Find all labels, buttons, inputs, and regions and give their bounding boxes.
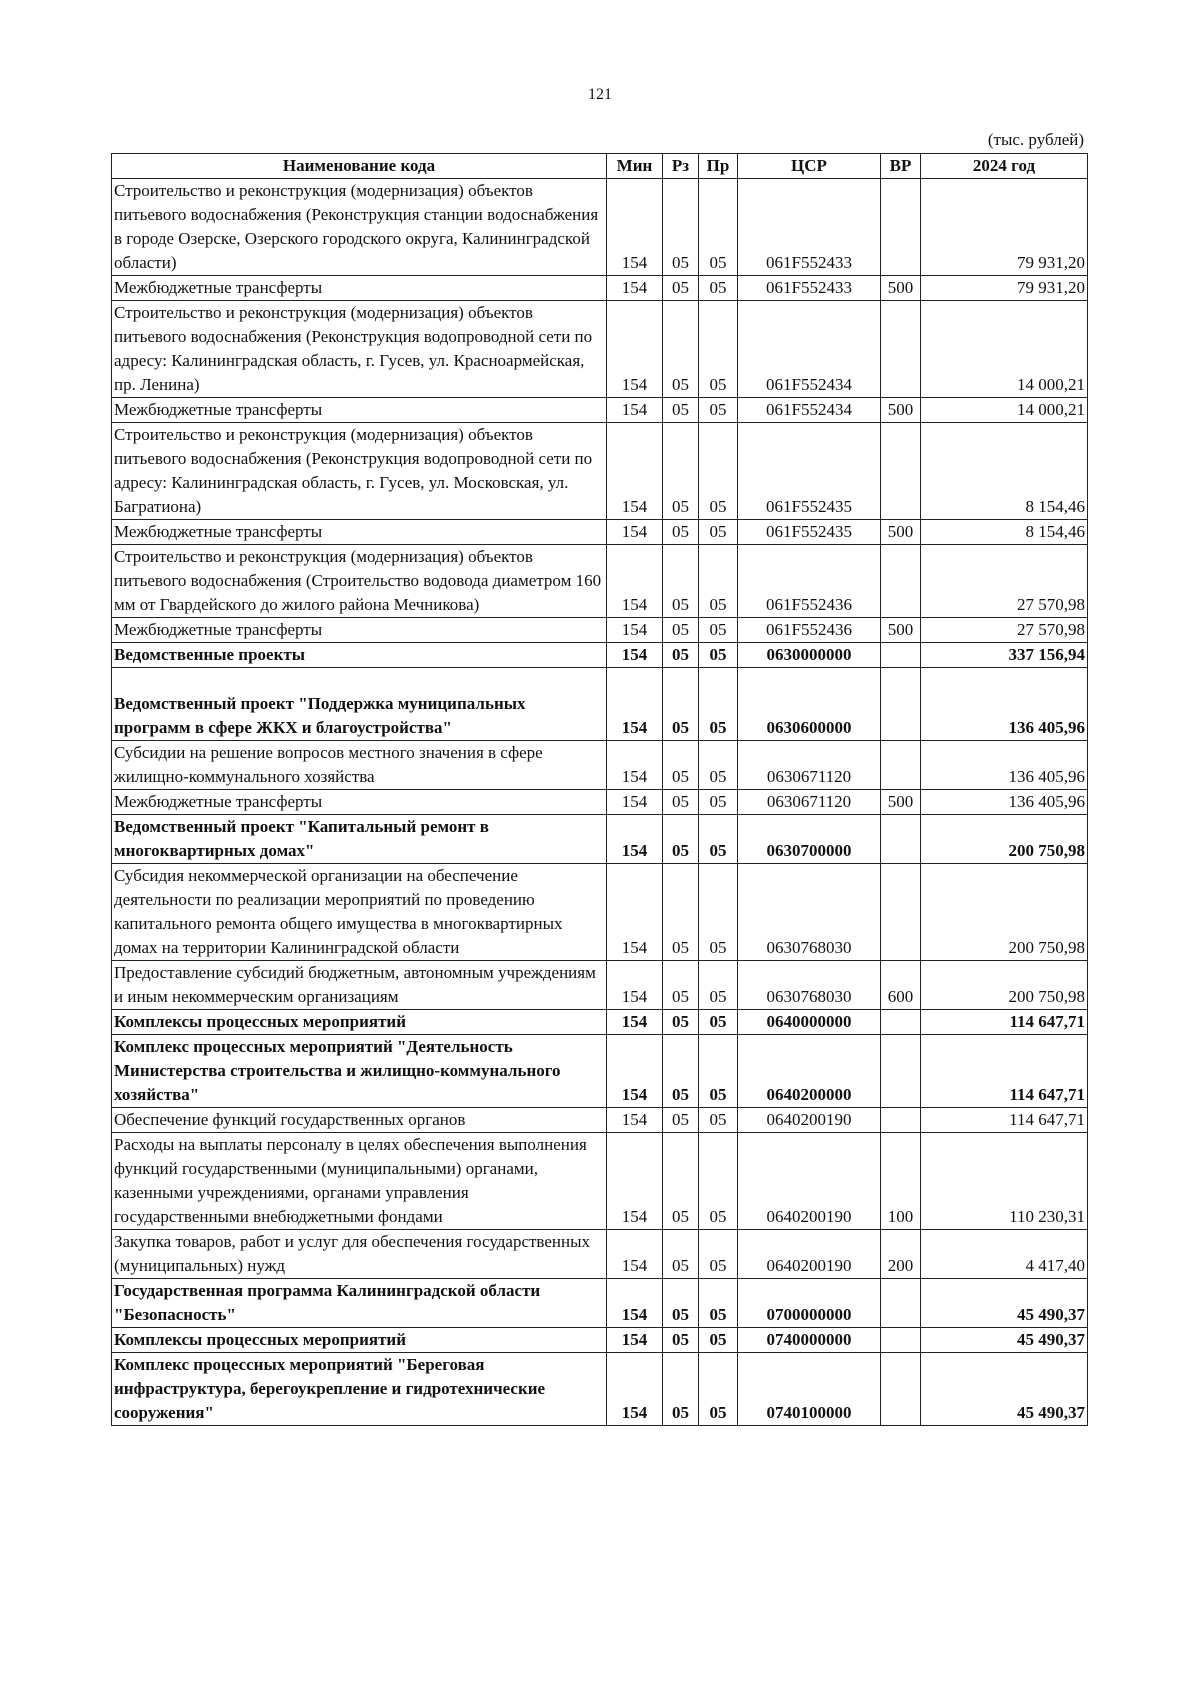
cell-vr [881, 545, 921, 618]
cell-vr: 500 [881, 398, 921, 423]
cell-pr: 05 [699, 961, 738, 1010]
cell-sum: 14 000,21 [921, 301, 1088, 398]
cell-name: Межбюджетные трансферты [112, 618, 607, 643]
cell-name: Субсидия некоммерческой организации на обеспечение деятельности по реализации мероприятий по проведению капитального ремонта общего имущества в многоквартирных домах на территории Калининградской области [112, 864, 607, 961]
cell-csr: 0630671120 [738, 741, 881, 790]
cell-min: 154 [607, 179, 663, 276]
header-sum: 2024 год [921, 154, 1088, 179]
table-row [112, 179, 1088, 276]
cell-vr: 600 [881, 961, 921, 1010]
cell-vr [881, 1010, 921, 1035]
cell-sum: 337 156,94 [921, 643, 1088, 668]
cell-name: Предоставление субсидий бюджетным, автономным учреждениям и иным некоммерческим организациям [112, 961, 607, 1010]
cell-sum: 114 647,71 [921, 1108, 1088, 1133]
cell-vr [881, 1035, 921, 1108]
cell-sum: 27 570,98 [921, 545, 1088, 618]
table-row [112, 276, 1088, 301]
cell-csr: 0630700000 [738, 815, 881, 864]
cell-rz: 05 [663, 276, 699, 301]
cell-rz: 05 [663, 961, 699, 1010]
cell-csr: 061F552434 [738, 301, 881, 398]
cell-sum: 4 417,40 [921, 1230, 1088, 1279]
cell-vr [881, 1328, 921, 1353]
cell-sum: 8 154,46 [921, 423, 1088, 520]
header-csr: ЦСР [738, 154, 881, 179]
cell-name: Комплексы процессных мероприятий [112, 1010, 607, 1035]
cell-min: 154 [607, 1328, 663, 1353]
cell-sum: 27 570,98 [921, 618, 1088, 643]
cell-pr: 05 [699, 1279, 738, 1328]
table-row [112, 423, 1088, 520]
table-row [112, 1035, 1088, 1108]
cell-csr: 0640200190 [738, 1230, 881, 1279]
table-row [112, 520, 1088, 545]
cell-min: 154 [607, 1279, 663, 1328]
cell-min: 154 [607, 1010, 663, 1035]
table-row [112, 815, 1088, 864]
cell-csr: 0700000000 [738, 1279, 881, 1328]
cell-csr: 0740000000 [738, 1328, 881, 1353]
cell-min: 154 [607, 790, 663, 815]
cell-csr: 061F552435 [738, 520, 881, 545]
cell-csr: 0640200190 [738, 1133, 881, 1230]
cell-csr: 061F552436 [738, 618, 881, 643]
cell-rz: 05 [663, 1035, 699, 1108]
table-row [112, 961, 1088, 1010]
table-row [112, 790, 1088, 815]
cell-name: Строительство и реконструкция (модернизация) объектов питьевого водоснабжения (Строительство водовода диаметром 160 мм от Гвардейского до жилого района Мечникова) [112, 545, 607, 618]
cell-sum: 45 490,37 [921, 1328, 1088, 1353]
cell-csr: 061F552436 [738, 545, 881, 618]
cell-min: 154 [607, 618, 663, 643]
cell-pr: 05 [699, 301, 738, 398]
cell-name: Комплекс процессных мероприятий "Береговая инфраструктура, берегоукрепление и гидротехнические сооружения" [112, 1353, 607, 1426]
cell-csr: 061F552435 [738, 423, 881, 520]
cell-pr: 05 [699, 668, 738, 741]
cell-pr: 05 [699, 864, 738, 961]
cell-csr: 0740100000 [738, 1353, 881, 1426]
cell-sum: 110 230,31 [921, 1133, 1088, 1230]
table-row [112, 741, 1088, 790]
cell-pr: 05 [699, 423, 738, 520]
cell-min: 154 [607, 741, 663, 790]
cell-name: Ведомственные проекты [112, 643, 607, 668]
cell-rz: 05 [663, 815, 699, 864]
cell-pr: 05 [699, 1353, 738, 1426]
cell-vr [881, 668, 921, 741]
cell-name: Межбюджетные трансферты [112, 790, 607, 815]
table-row [112, 1010, 1088, 1035]
cell-min: 154 [607, 961, 663, 1010]
table-row [112, 1133, 1088, 1230]
table-row [112, 668, 1088, 741]
table-row [112, 1230, 1088, 1279]
cell-csr: 061F552434 [738, 398, 881, 423]
cell-min: 154 [607, 1133, 663, 1230]
cell-csr: 061F552433 [738, 179, 881, 276]
page-number: 121 [588, 86, 612, 103]
header-rz: Рз [663, 154, 699, 179]
units-label: (тыс. рублей) [987, 130, 1084, 149]
cell-vr [881, 301, 921, 398]
cell-name: Строительство и реконструкция (модернизация) объектов питьевого водоснабжения (Реконструкция станции водоснабжения в городе Озерске, Озерского городского округа, Калининградской области) [112, 179, 607, 276]
cell-pr: 05 [699, 398, 738, 423]
cell-min: 154 [607, 1108, 663, 1133]
cell-name: Строительство и реконструкция (модернизация) объектов питьевого водоснабжения (Реконструкция водопроводной сети по адресу: Калининградская область, г. Гусев, ул. Московская, ул. Багратиона) [112, 423, 607, 520]
table-row [112, 643, 1088, 668]
cell-vr [881, 741, 921, 790]
cell-vr: 500 [881, 618, 921, 643]
cell-sum: 45 490,37 [921, 1353, 1088, 1426]
cell-rz: 05 [663, 1010, 699, 1035]
cell-min: 154 [607, 423, 663, 520]
cell-vr: 200 [881, 1230, 921, 1279]
table-header-row [112, 154, 1088, 179]
cell-vr: 100 [881, 1133, 921, 1230]
cell-rz: 05 [663, 741, 699, 790]
header-pr: Пр [699, 154, 738, 179]
cell-vr [881, 864, 921, 961]
cell-vr: 500 [881, 276, 921, 301]
cell-pr: 05 [699, 1035, 738, 1108]
cell-rz: 05 [663, 520, 699, 545]
cell-sum: 136 405,96 [921, 668, 1088, 741]
cell-pr: 05 [699, 618, 738, 643]
cell-name: Закупка товаров, работ и услуг для обеспечения государственных (муниципальных) нужд [112, 1230, 607, 1279]
cell-name: Межбюджетные трансферты [112, 276, 607, 301]
cell-name: Ведомственный проект "Капитальный ремонт в многоквартирных домах" [112, 815, 607, 864]
cell-csr: 0630768030 [738, 961, 881, 1010]
cell-vr [881, 179, 921, 276]
cell-csr: 0630768030 [738, 864, 881, 961]
cell-pr: 05 [699, 545, 738, 618]
cell-min: 154 [607, 1230, 663, 1279]
cell-rz: 05 [663, 1279, 699, 1328]
cell-csr: 061F552433 [738, 276, 881, 301]
table-row [112, 301, 1088, 398]
cell-csr: 0640200000 [738, 1035, 881, 1108]
cell-name: Ведомственный проект "Поддержка муниципальных программ в сфере ЖКХ и благоустройства" [112, 668, 607, 741]
header-min: Мин [607, 154, 663, 179]
cell-rz: 05 [663, 790, 699, 815]
table-row [112, 1279, 1088, 1328]
cell-rz: 05 [663, 1353, 699, 1426]
cell-rz: 05 [663, 398, 699, 423]
cell-min: 154 [607, 276, 663, 301]
cell-csr: 0640200190 [738, 1108, 881, 1133]
cell-min: 154 [607, 545, 663, 618]
cell-sum: 79 931,20 [921, 179, 1088, 276]
cell-csr: 0640000000 [738, 1010, 881, 1035]
cell-rz: 05 [663, 1108, 699, 1133]
cell-sum: 200 750,98 [921, 961, 1088, 1010]
cell-sum: 8 154,46 [921, 520, 1088, 545]
cell-pr: 05 [699, 1010, 738, 1035]
cell-rz: 05 [663, 1328, 699, 1353]
cell-sum: 136 405,96 [921, 741, 1088, 790]
cell-vr [881, 643, 921, 668]
cell-min: 154 [607, 1353, 663, 1426]
cell-vr [881, 1279, 921, 1328]
cell-vr [881, 423, 921, 520]
cell-pr: 05 [699, 815, 738, 864]
cell-csr: 0630000000 [738, 643, 881, 668]
table-row [112, 1353, 1088, 1426]
cell-rz: 05 [663, 668, 699, 741]
cell-sum: 14 000,21 [921, 398, 1088, 423]
cell-sum: 45 490,37 [921, 1279, 1088, 1328]
cell-csr: 0630671120 [738, 790, 881, 815]
cell-min: 154 [607, 301, 663, 398]
cell-rz: 05 [663, 545, 699, 618]
cell-sum: 200 750,98 [921, 864, 1088, 961]
cell-pr: 05 [699, 1108, 738, 1133]
cell-name: Государственная программа Калининградской области "Безопасность" [112, 1279, 607, 1328]
table-row [112, 1328, 1088, 1353]
cell-sum: 79 931,20 [921, 276, 1088, 301]
cell-min: 154 [607, 398, 663, 423]
table-body [112, 179, 1088, 1426]
cell-sum: 114 647,71 [921, 1035, 1088, 1108]
cell-rz: 05 [663, 179, 699, 276]
cell-name: Субсидии на решение вопросов местного значения в сфере жилищно-коммунального хозяйства [112, 741, 607, 790]
cell-pr: 05 [699, 1328, 738, 1353]
cell-pr: 05 [699, 1230, 738, 1279]
cell-name: Межбюджетные трансферты [112, 520, 607, 545]
header-vr: ВР [881, 154, 921, 179]
cell-pr: 05 [699, 520, 738, 545]
cell-pr: 05 [699, 643, 738, 668]
table-row [112, 398, 1088, 423]
cell-pr: 05 [699, 179, 738, 276]
cell-csr: 0630600000 [738, 668, 881, 741]
cell-pr: 05 [699, 1133, 738, 1230]
table-row [112, 864, 1088, 961]
cell-name: Комплекс процессных мероприятий "Деятельность Министерства строительства и жилищно-коммунального хозяйства" [112, 1035, 607, 1108]
cell-name: Межбюджетные трансферты [112, 398, 607, 423]
cell-vr: 500 [881, 520, 921, 545]
cell-name: Комплексы процессных мероприятий [112, 1328, 607, 1353]
cell-rz: 05 [663, 643, 699, 668]
cell-rz: 05 [663, 423, 699, 520]
cell-min: 154 [607, 520, 663, 545]
table-row [112, 545, 1088, 618]
cell-min: 154 [607, 1035, 663, 1108]
cell-pr: 05 [699, 276, 738, 301]
cell-vr [881, 815, 921, 864]
cell-vr: 500 [881, 790, 921, 815]
cell-sum: 200 750,98 [921, 815, 1088, 864]
table-row [112, 618, 1088, 643]
budget-table [111, 153, 1088, 1426]
cell-name: Строительство и реконструкция (модернизация) объектов питьевого водоснабжения (Реконструкция водопроводной сети по адресу: Калининградская область, г. Гусев, ул. Красноармейская, пр. Ленина) [112, 301, 607, 398]
cell-rz: 05 [663, 864, 699, 961]
cell-min: 154 [607, 643, 663, 668]
cell-rz: 05 [663, 1230, 699, 1279]
cell-rz: 05 [663, 301, 699, 398]
cell-pr: 05 [699, 790, 738, 815]
cell-sum: 136 405,96 [921, 790, 1088, 815]
cell-rz: 05 [663, 1133, 699, 1230]
cell-sum: 114 647,71 [921, 1010, 1088, 1035]
cell-min: 154 [607, 815, 663, 864]
cell-min: 154 [607, 668, 663, 741]
cell-name: Обеспечение функций государственных органов [112, 1108, 607, 1133]
cell-name: Расходы на выплаты персоналу в целях обеспечения выполнения функций государственными (муниципальными) органами, казенными учреждениями, органами управления государственными внебюджетными фондами [112, 1133, 607, 1230]
cell-min: 154 [607, 864, 663, 961]
table-row [112, 1108, 1088, 1133]
cell-vr [881, 1108, 921, 1133]
cell-vr [881, 1353, 921, 1426]
header-name: Наименование кода [112, 154, 607, 179]
cell-pr: 05 [699, 741, 738, 790]
cell-rz: 05 [663, 618, 699, 643]
